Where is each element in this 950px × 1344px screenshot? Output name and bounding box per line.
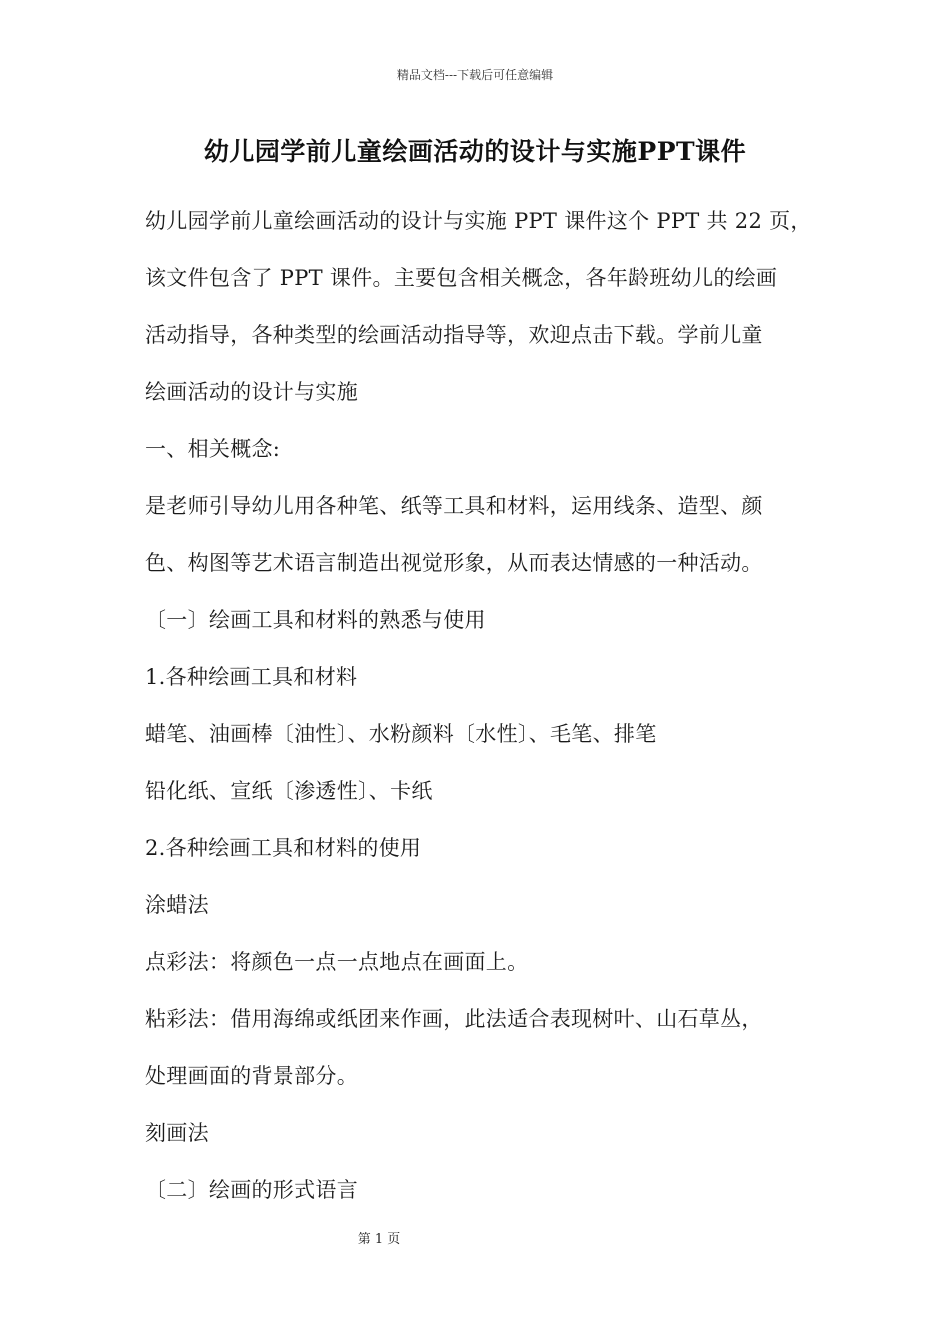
list-item-heading: 1.各种绘画工具和材料 <box>145 665 358 689</box>
subsection-heading: 〔一〕绘画工具和材料的熟悉与使用 <box>145 608 486 632</box>
body-line: 蜡笔、油画棒〔油性〕、水粉颜料〔水性〕、毛笔、排笔 <box>145 722 657 746</box>
body-line: 铅化纸、宣纸〔渗透性〕、卡纸 <box>145 779 433 803</box>
body-line: 色、构图等艺术语言制造出视觉形象，从而表达情感的一种活动。 <box>145 551 763 575</box>
list-item-heading: 2.各种绘画工具和材料的使用 <box>145 836 422 860</box>
body-line: 活动指导，各种类型的绘画活动指导等，欢迎点击下载。学前儿童 <box>145 323 763 347</box>
body-line: 该文件包含了 PPT 课件。主要包含相关概念，各年龄班幼儿的绘画 <box>145 266 778 290</box>
body-line: 点彩法：将颜色一点一点地点在画面上。 <box>145 950 529 974</box>
body-line: 幼儿园学前儿童绘画活动的设计与实施 PPT 课件这个 PPT 共 22 页， <box>145 209 812 233</box>
body-line: 涂蜡法 <box>145 893 209 917</box>
body-line: 粘彩法：借用海绵或纸团来作画，此法适合表现树叶、山石草丛， <box>145 1007 763 1031</box>
section-heading: 一、相关概念: <box>145 437 281 461</box>
document-body <box>145 205 835 1231</box>
document-title: 幼儿园学前儿童绘画活动的设计与实施PPT课件 <box>203 137 747 166</box>
body-line: 是老师引导幼儿用各种笔、纸等工具和材料，运用线条、造型、颜 <box>145 494 763 518</box>
body-line: 刻画法 <box>145 1121 209 1145</box>
page-header: 精品文档---下载后可任意编辑 <box>396 68 554 82</box>
body-line: 绘画活动的设计与实施 <box>145 380 358 404</box>
body-line: 处理画面的背景部分。 <box>145 1064 358 1088</box>
subsection-heading: 〔二〕绘画的形式语言 <box>145 1178 358 1202</box>
page-number: 第 1 页 <box>357 1232 401 1247</box>
